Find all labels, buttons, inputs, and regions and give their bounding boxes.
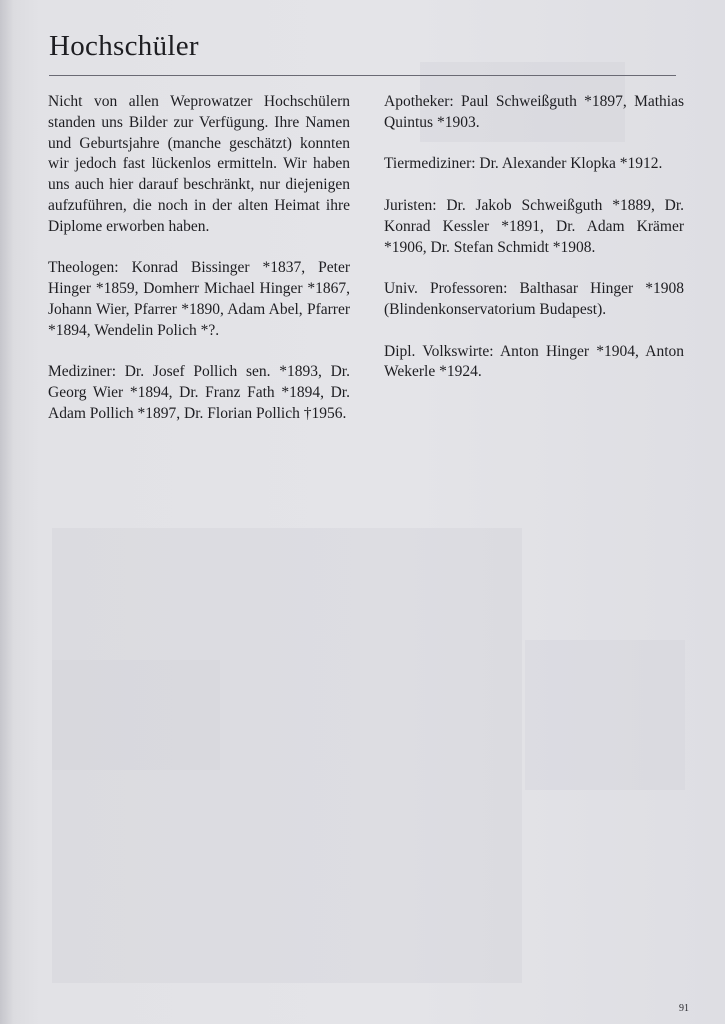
pharmacists-paragraph: Apotheker: Paul Schweißguth *1897, Mathias Quintus *1903. bbox=[384, 93, 684, 131]
physicians-paragraph: Mediziner: Dr. Josef Pollich sen. *1893, Dr. Georg Wier *1894, Dr. Franz Fath *1894, Dr. Adam Pollich *1897, Dr. Florian Pollich †1956. bbox=[48, 363, 350, 422]
show-through-shadow bbox=[525, 640, 685, 790]
lawyers-paragraph: Juristen: Dr. Jakob Schweißguth *1889, Dr. Konrad Kessler *1891, Dr. Adam Krämer *1906, Dr. Stefan Schmidt *1908. bbox=[384, 196, 684, 256]
left-column bbox=[48, 92, 350, 446]
show-through-shadow bbox=[52, 660, 220, 770]
title-divider bbox=[49, 75, 676, 76]
page-title: Hochschüler bbox=[49, 30, 199, 62]
professors-paragraph: Univ. Professoren: Balthasar Hinger *1908 (Blindenkonservatorium Budapest). bbox=[384, 280, 684, 318]
intro-paragraph: Nicht von allen Weprowatzer Hochschülern standen uns Bilder zur Verfügung. Ihre Namen und Geburtsjahre (manche geschätzt) konnten wir jedoch fast lückenlos ermitteln. Wir haben uns auch hier darauf beschränkt, nur diejenigen aufzuführen, die noch in der alten Heimat ihre Diplome erworben haben. bbox=[48, 93, 350, 235]
right-column bbox=[384, 92, 684, 404]
economists-paragraph: Dipl. Volkswirte: Anton Hinger *1904, Anton Wekerle *1924. bbox=[384, 342, 684, 381]
veterinarians-paragraph: Tiermediziner: Dr. Alexander Klopka *1912. bbox=[384, 155, 663, 173]
page-number: 91 bbox=[679, 1003, 689, 1014]
theologians-paragraph: Theologen: Konrad Bissinger *1837, Peter Hinger *1859, Domherr Michael Hinger *1867, Johann Wier, Pfarrer *1890, Adam Abel, Pfarrer *1894, Wendelin Polich *?. bbox=[48, 259, 350, 339]
